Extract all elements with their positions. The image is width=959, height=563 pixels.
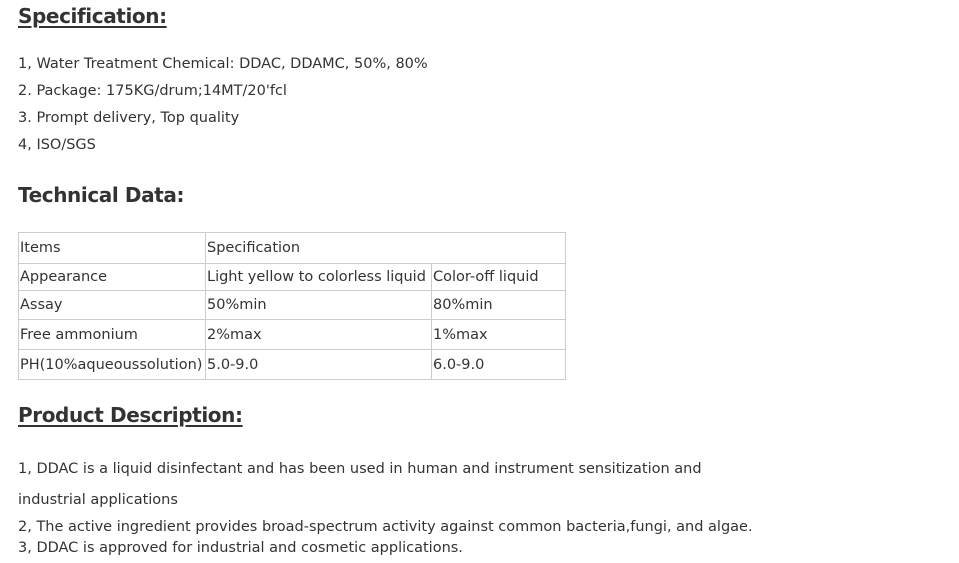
technical-data-table — [18, 232, 566, 380]
table-cell: Assay — [19, 291, 206, 320]
spec-line-1: 1, Water Treatment Chemical: DDAC, DDAMC, 50%, 80% — [18, 56, 428, 72]
table-row — [19, 264, 566, 291]
table-cell: 80%min — [432, 291, 566, 320]
table-cell-items: Items — [19, 233, 206, 264]
table-cell: Color-off liquid — [432, 264, 566, 291]
product-line-2: industrial applications — [18, 492, 178, 508]
table-cell: PH(10%aqueoussolution) — [19, 350, 206, 380]
table-row — [19, 291, 566, 320]
table-cell: 1%max — [432, 320, 566, 350]
technical-data-heading: Technical Data: — [18, 183, 185, 207]
table-cell: 5.0-9.0 — [206, 350, 432, 380]
product-line-3: 2, The active ingredient provides broad-spectrum activity against common bacteria,fungi, and algae. — [18, 519, 753, 535]
table-cell: Light yellow to colorless liquid — [206, 264, 432, 291]
table-row — [19, 233, 566, 264]
specification-heading: Specification: — [18, 4, 167, 28]
table-row — [19, 320, 566, 350]
table-cell: 50%min — [206, 291, 432, 320]
product-line-4: 3, DDAC is approved for industrial and cosmetic applications. — [18, 540, 463, 556]
product-line-1: 1, DDAC is a liquid disinfectant and has been used in human and instrument sensitization and — [18, 461, 702, 477]
spec-line-2: 2. Package: 175KG/drum;14MT/20'fcl — [18, 83, 287, 99]
table-row — [19, 350, 566, 380]
spec-line-3: 3. Prompt delivery, Top quality — [18, 110, 240, 126]
table-cell: 6.0-9.0 — [432, 350, 566, 380]
table-cell: Appearance — [19, 264, 206, 291]
table-cell: 2%max — [206, 320, 432, 350]
table-cell-specification: Specification — [206, 233, 566, 264]
spec-line-4: 4, ISO/SGS — [18, 137, 96, 153]
table-cell: Free ammonium — [19, 320, 206, 350]
product-description-heading: Product Description: — [18, 403, 243, 427]
